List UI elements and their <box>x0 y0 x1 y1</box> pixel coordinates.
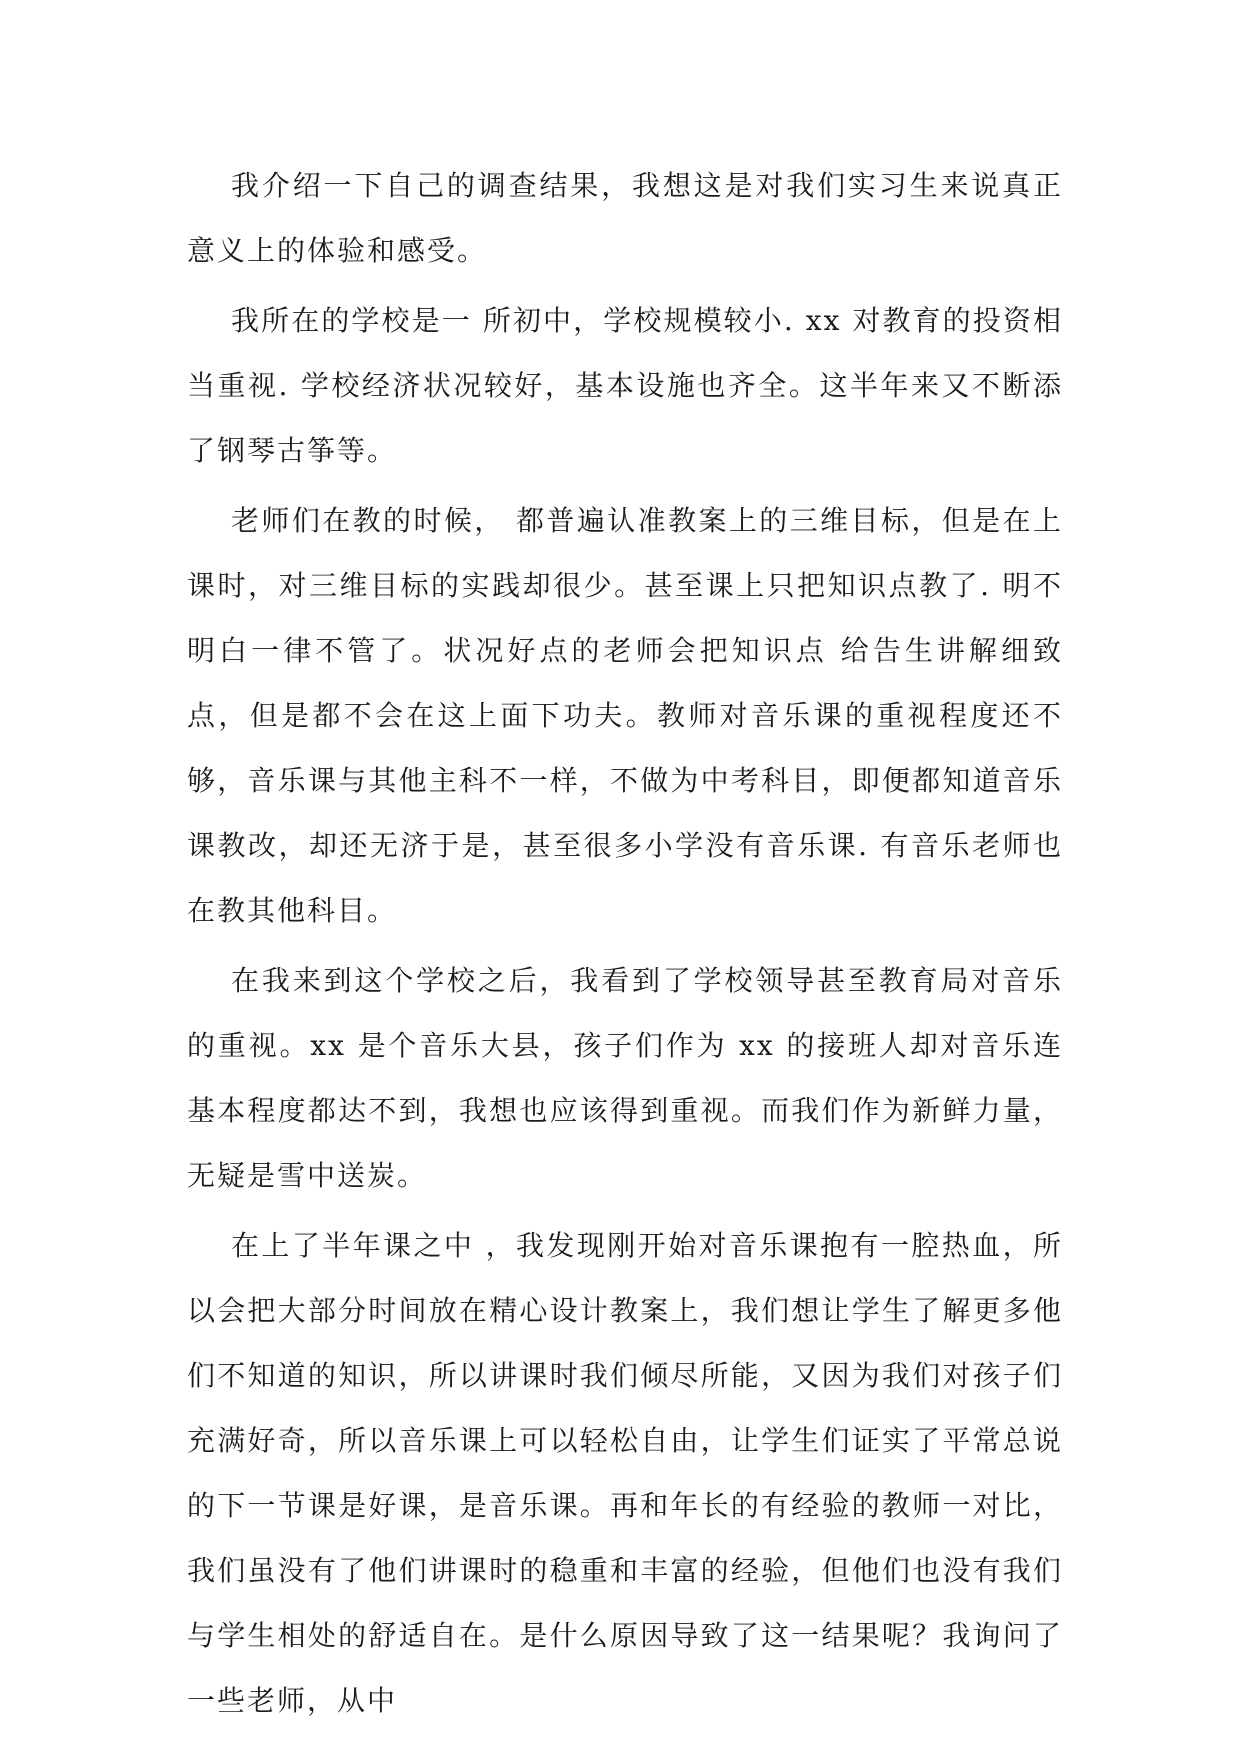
paragraph-teaching-situation: 老师们在教的时候， 都普遍认准教案上的三维目标，但是在上课时，对三维目标的实践却很少。甚至课上只把知识点教了. 明不明白一律不管了。状况好点的老师会把知识点 给告生讲解细致点，但是都不会在这上面下功夫。教师对音乐课的重视程度还不够，音乐课与其他主科不一样，不做为中考科目，即便都知道音乐课教改，却还无济于是，甚至很多小学没有音乐课. 有音乐老师也在教其他科目。 <box>187 504 1063 927</box>
paragraph-school-overview: 我所在的学校是一 所初中，学校规模较小. xx 对教育的投资相当重视. 学校经济状况较好，基本设施也齐全。这半年来又不断添了钢琴古筝等。 <box>187 304 1063 467</box>
paragraph-survey-intro: 我介绍一下自己的调查结果，我想这是对我们实习生来说真正意义上的体验和感受。 <box>187 169 1063 267</box>
paragraph-music-importance: 在我来到这个学校之后，我看到了学校领导甚至教育局对音乐的重视。xx 是个音乐大县，孩子们作为 xx 的接班人却对音乐连基本程度都达不到，我想也应该得到重视。而我们作为新鲜力量，无疑是雪中送炭。 <box>187 964 1063 1192</box>
paragraph-half-year-reflection: 在上了半年课之中 ，我发现刚开始对音乐课抱有一腔热血，所以会把大部分时间放在精心设计教案上，我们想让学生了解更多他们不知道的知识，所以讲课时我们倾尽所能，又因为我们对孩子们充满好奇，所以音乐课上可以轻松自由，让学生们证实了平常总说的下一节课是好课，是音乐课。再和年长的有经验的教师一对比，我们虽没有了他们讲课时的稳重和丰富的经验，但他们也没有我们与学生相处的舒适自在。是什么原因导致了这一结果呢？我询问了一些老师，从中 <box>187 1229 1063 1717</box>
document-body <box>187 153 1063 1738</box>
